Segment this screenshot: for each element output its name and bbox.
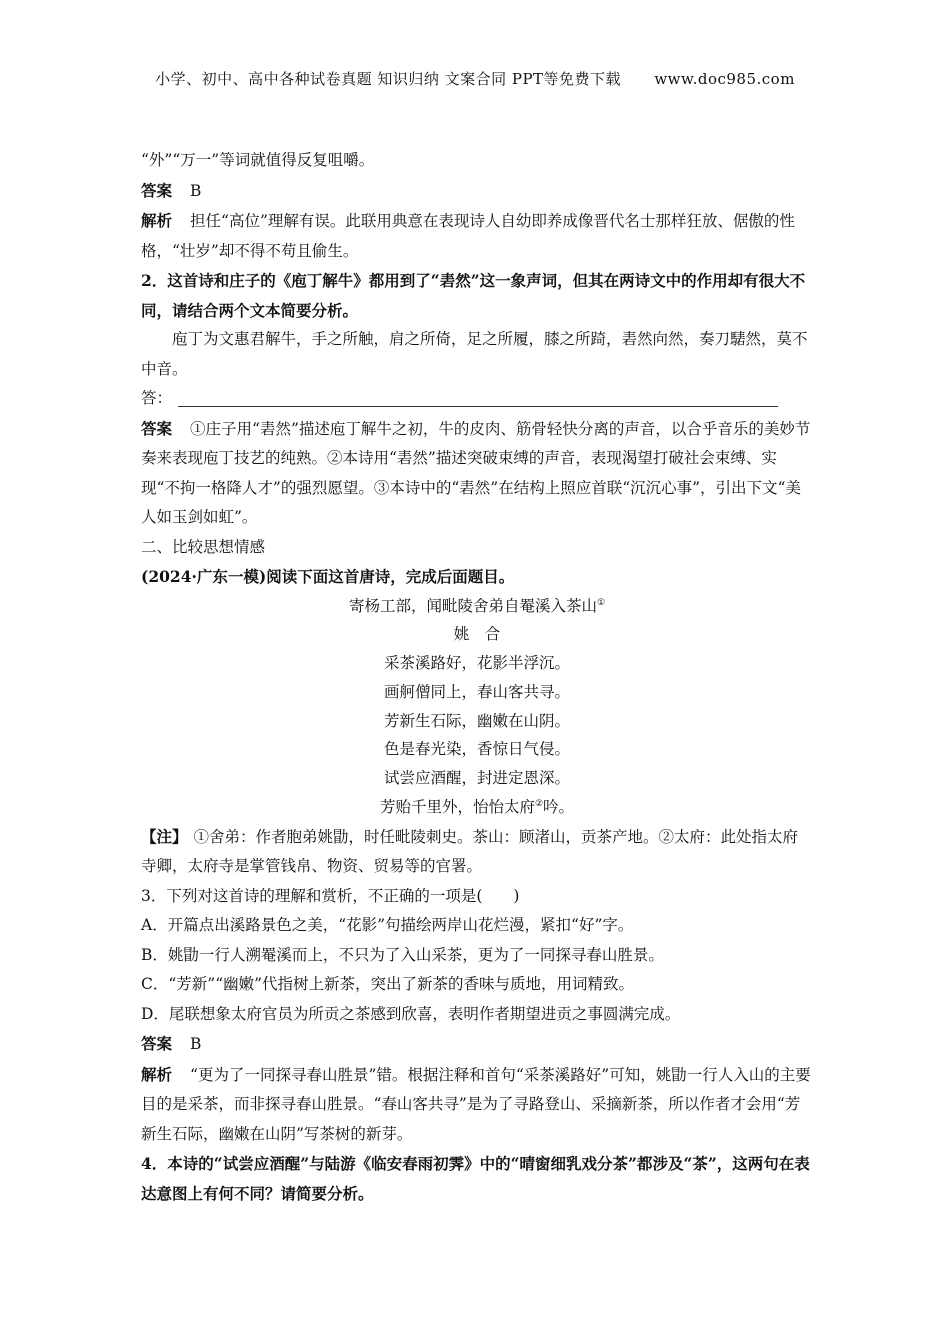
poem-line: 色是春光染，香惊日气侵。	[383, 740, 570, 759]
footnote	[141, 822, 813, 882]
answer-value: B	[190, 1035, 202, 1054]
poem-text: 芳贻千里外，怡怡太府	[379, 798, 535, 817]
option-d: D．尾联想象太府官员为所贡之茶感到欣喜，表明作者期望进贡之事圆满完成。	[141, 1004, 681, 1023]
question-3: 3．下列对这首诗的理解和赏析，不正确的一项是( )	[141, 886, 520, 905]
answer-2	[141, 414, 813, 533]
answer-label: 答案	[141, 418, 173, 438]
poem-line-last	[141, 793, 813, 822]
answer-1	[141, 176, 813, 207]
note-label: 【注】	[141, 826, 188, 846]
answer-3	[141, 1029, 813, 1060]
text-line: “外”“万一”等词就值得反复咀嚼。	[141, 151, 375, 169]
answer-blank	[141, 384, 813, 414]
poem-author: 姚 合	[453, 625, 501, 644]
poem-text: 吟。	[543, 798, 575, 817]
option-c: C．“芳新”“幽嫩”代指树上新茶，突出了新茶的香味与质地，用词精致。	[141, 975, 635, 994]
option-b: B．姚勖一行人溯罨溪而上，不只为了入山采茶，更为了一同探寻春山胜景。	[141, 945, 664, 964]
section-heading: 二、比较思想情感	[141, 537, 266, 556]
analysis-text: “更为了一同探寻春山胜景”错。根据注释和首句“采茶溪路好”可知，姚勖一行人入山的主要目的是采茶，而非探寻春山胜景。“春山客共寻”是为了寻路登山、采摘新茶，所以作者才会用“芳新生石际，幽嫩在山阴”写茶树的新芽。	[141, 1065, 811, 1143]
question-4: 4．本诗的“试尝应酒醒”与陆游《临安春雨初霁》中的“晴窗细乳戏分茶”都涉及“茶”，这两句在表达意图上有何不同？请简要分析。	[141, 1154, 810, 1203]
analysis-1	[141, 206, 813, 266]
question-2: 2．这首诗和庄子的《庖丁解牛》都用到了“砉然”这一象声词，但其在两诗文中的作用却有很大不同，请结合两个文本简要分析。	[141, 271, 806, 320]
poem-line: 采茶溪路好，花影半浮沉。	[383, 654, 570, 673]
analysis-3	[141, 1060, 813, 1150]
header-text: 小学、初中、高中各种试卷真题 知识归纳 文案合同 PPT等免费下载	[155, 70, 622, 88]
analysis-text: 担任“高位”理解有误。此联用典意在表现诗人自幼即养成像晋代名士那样狂放、倨傲的性格，“壮岁”却不得不苟且偷生。	[141, 212, 795, 260]
answer-prompt: 答：	[141, 389, 173, 407]
answer-label: 答案	[141, 180, 173, 200]
reading-intro: (2024·广东一模)阅读下面这首唐诗，完成后面题目。	[141, 567, 515, 586]
footnote-marker: ①	[596, 597, 606, 608]
answer-underline[interactable]	[178, 392, 778, 407]
poem-title-text: 寄杨工部，闻毗陵舍弟自罨溪入茶山	[348, 596, 597, 615]
footnote-marker: ②	[534, 798, 544, 809]
answer-text: ①庄子用“砉然”描述庖丁解牛之初，牛的皮肉、筋骨轻快分离的声音，以合乎音乐的美妙节奏来表现庖丁技艺的纯熟。②本诗用“砉然”描述突破束缚的声音，表现渴望打破社会束缚、实现“不拘一格降人才”的强烈愿望。③本诗中的“砉然”在结构上照应首联“沉沉心事”，引出下文“美人如玉剑如虹”。	[141, 419, 811, 526]
poem-line: 画舸僧同上，春山客共寻。	[383, 682, 570, 701]
quote-text: 庖丁为文惠君解牛，手之所触，肩之所倚，足之所履，膝之所踦，砉然向然，奏刀騞然，莫不中音。	[141, 330, 808, 378]
analysis-label: 解析	[141, 1064, 173, 1084]
header-site: www.doc985.com	[654, 70, 795, 88]
page-header	[0, 68, 950, 89]
answer-value: B	[190, 181, 202, 200]
poem-line: 芳新生石际，幽嫩在山阴。	[383, 711, 570, 730]
analysis-label: 解析	[141, 211, 173, 230]
note-text: ①舍弟：作者胞弟姚勖，时任毗陵刺史。茶山：顾渚山，贡茶产地。②太府：此处指太府寺卿，太府寺是掌管钱帛、物资、贸易等的官署。	[141, 827, 799, 876]
answer-label: 答案	[141, 1034, 173, 1054]
poem-line: 试尝应酒醒，封进定恩深。	[383, 769, 570, 788]
document-body	[141, 146, 813, 1208]
poem-title	[141, 592, 813, 621]
option-a: A．开篇点出溪路景色之美，“花影”句描绘两岸山花烂漫，紧扣“好”字。	[141, 916, 634, 935]
